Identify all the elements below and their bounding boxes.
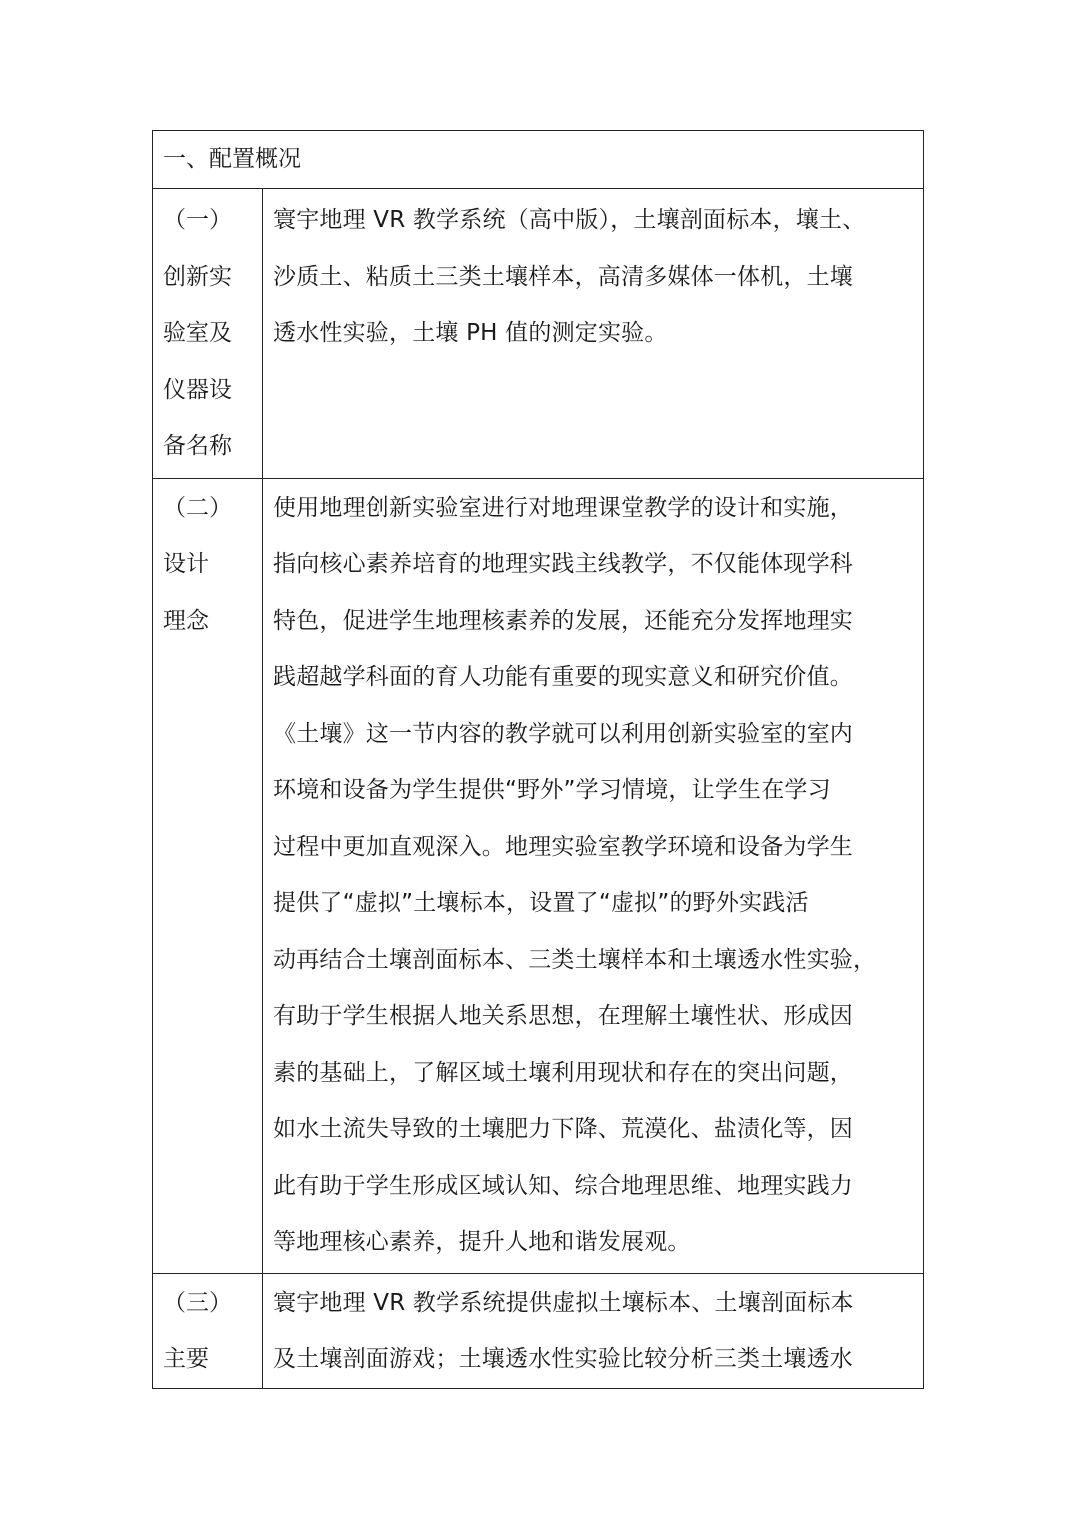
row-body-cell bbox=[263, 478, 924, 1273]
row-body-cell bbox=[263, 1273, 924, 1388]
row-label-line: 设计 bbox=[163, 551, 209, 577]
row-body-line: 环境和设备为学生提供“野外”学习情境，让学生在学习 bbox=[273, 777, 831, 803]
row-body-line: 沙质土、粘质土三类土壤样本，高清多媒体一体机，土壤 bbox=[273, 263, 853, 290]
row-body-line: 此有助于学生形成区域认知、综合地理思维、地理实践力 bbox=[273, 1172, 853, 1199]
row-body-line: 使用地理创新实验室进行对地理课堂教学的设计和实施， bbox=[273, 494, 853, 521]
row-label-line: （二） bbox=[163, 494, 232, 521]
row-body-line: 指向核心素养培育的地理实践主线教学，不仅能体现学科 bbox=[273, 551, 853, 577]
row-label-line: 仪器设 bbox=[163, 376, 232, 403]
row-label-line: 主要 bbox=[163, 1346, 209, 1372]
row-label-line: 验室及 bbox=[163, 320, 232, 346]
section-title: 一、配置概况 bbox=[153, 131, 924, 189]
row-body-line: 如水土流失导致的土壤肥力下降、荒漠化、盐渍化等，因 bbox=[273, 1116, 853, 1142]
row-body-line: 寰宇地理 VR 教学系统提供虚拟土壤标本、土壤剖面标本 bbox=[273, 1289, 854, 1316]
table-row-main bbox=[153, 1273, 924, 1388]
row-body-line: 及土壤剖面游戏；土壤透水性实验比较分析三类土壤透水 bbox=[273, 1346, 853, 1372]
row-label-cell bbox=[153, 478, 263, 1273]
row-body-line: 有助于学生根据人地关系思想，在理解土壤性状、形成因 bbox=[273, 1003, 853, 1029]
row-label-line: 理念 bbox=[163, 607, 209, 634]
table-row-equipment bbox=[153, 189, 924, 479]
row-body-line: 特色，促进学生地理核素养的发展，还能充分发挥地理实 bbox=[273, 607, 853, 634]
section-header-row bbox=[153, 131, 924, 189]
row-label-cell bbox=[153, 1273, 263, 1388]
row-body-line: 过程中更加直观深入。地理实验室教学环境和设备为学生 bbox=[273, 833, 853, 860]
row-body-cell bbox=[263, 189, 924, 479]
row-body-line: 素的基础上，了解区域土壤利用现状和存在的突出问题， bbox=[273, 1059, 853, 1086]
row-label-line: （三） bbox=[163, 1289, 232, 1316]
row-body-line: 《土壤》这一节内容的教学就可以利用创新实验室的室内 bbox=[273, 720, 853, 747]
row-label-cell bbox=[153, 189, 263, 479]
table-row-design-concept bbox=[153, 478, 924, 1273]
row-label-line: 备名称 bbox=[163, 433, 232, 459]
row-body-line: 提供了“虚拟”土壤标本，设置了“虚拟”的野外实践活 bbox=[273, 890, 809, 916]
row-body-line: 寰宇地理 VR 教学系统（高中版），土壤剖面标本，壤土、 bbox=[273, 207, 866, 233]
row-body-line: 透水性实验，土壤 PH 值的测定实验。 bbox=[273, 320, 668, 346]
row-label-line: 创新实 bbox=[163, 263, 232, 290]
row-body-line: 践超越学科面的育人功能有重要的现实意义和研究价值。 bbox=[273, 664, 853, 690]
row-label-line: （一） bbox=[163, 207, 232, 233]
row-body-line: 等地理核心素养，提升人地和谐发展观。 bbox=[273, 1229, 691, 1255]
configuration-table bbox=[152, 130, 924, 1389]
row-body-line: 动再结合土壤剖面标本、三类土壤样本和土壤透水性实验， bbox=[273, 946, 877, 973]
